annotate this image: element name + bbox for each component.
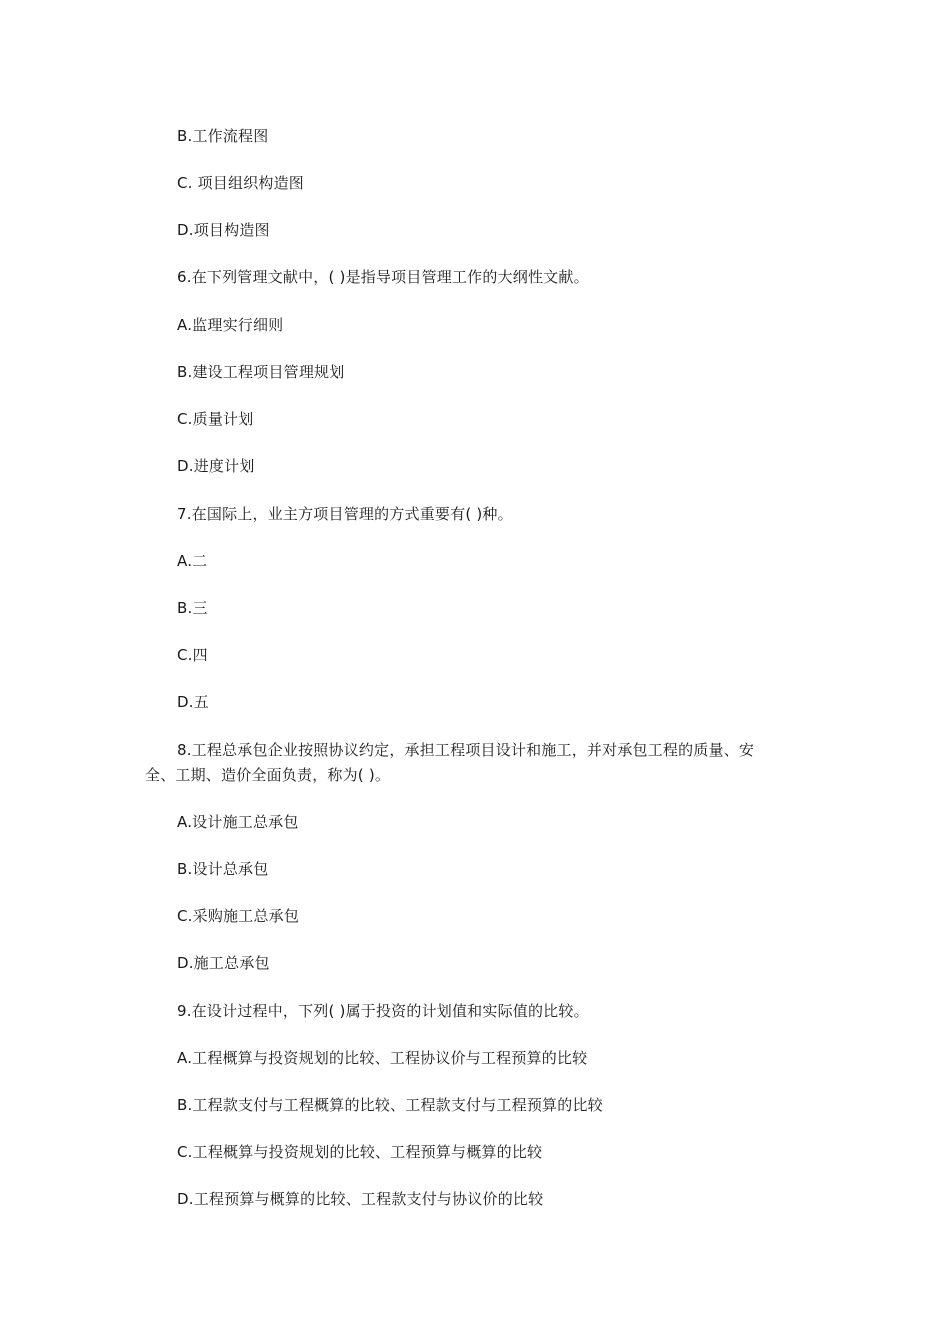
question-9: 9.在设计过程中，下列( )属于投资的计划值和实际值的比较。 [177,1002,589,1020]
option-8b: B.设计总承包 [177,860,269,878]
option-7c: C.四 [177,646,208,664]
option-5d: D.项目构造图 [177,221,270,239]
option-9c: C.工程概算与投资规划的比较、工程预算与概算的比较 [177,1143,543,1161]
option-5b: B.工作流程图 [177,127,269,145]
option-7b: B.三 [177,599,208,617]
option-6a: A.监理实行细则 [177,316,284,334]
option-8d: D.施工总承包 [177,954,270,972]
option-9d: D.工程预算与概算的比较、工程款支付与协议价的比较 [177,1190,544,1208]
option-8a: A.设计施工总承包 [177,813,299,831]
option-5c: C. 项目组织构造图 [177,174,305,192]
option-7a: A.二 [177,552,208,570]
option-6c: C.质量计划 [177,410,254,428]
option-8c: C.采购施工总承包 [177,907,300,925]
option-9b: B.工程款支付与工程概算的比较、工程款支付与工程预算的比较 [177,1096,603,1114]
question-8-line2: 全、工期、造价全面负责，称为( )。 [145,766,391,784]
question-8-line1: 8.工程总承包企业按照协议约定，承担工程项目设计和施工，并对承包工程的质量、安 [177,741,755,759]
question-7: 7.在国际上，业主方项目管理的方式重要有( )种。 [177,505,513,523]
question-6: 6.在下列管理文献中，( )是指导项目管理工作的大纲性文献。 [177,268,589,286]
option-6b: B.建设工程项目管理规划 [177,363,345,381]
option-9a: A.工程概算与投资规划的比较、工程协议价与工程预算的比较 [177,1049,588,1067]
option-6d: D.进度计划 [177,457,255,475]
option-7d: D.五 [177,693,209,711]
